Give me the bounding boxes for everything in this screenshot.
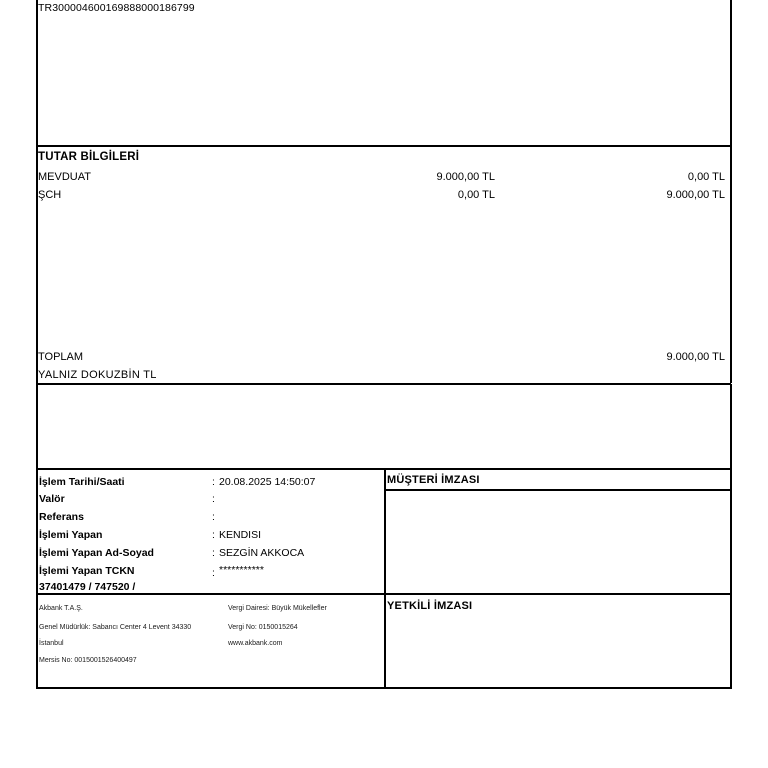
divider-under-customer-signature-title [385, 489, 731, 491]
info-label: Valör [39, 493, 65, 505]
amount-row-credit: 0,00 TL [687, 171, 725, 183]
info-value: SEZGİN AKKOCA [219, 547, 305, 559]
info-separator: : [212, 547, 215, 559]
footer-left-line: Mersis No: 0015001526400497 [39, 657, 137, 664]
frame-left-bottom [36, 469, 38, 689]
info-label: İşlem Tarihi/Saati [39, 476, 125, 488]
amount-row-debit: 9.000,00 TL [436, 171, 495, 183]
frame-right-amounts [730, 146, 732, 383]
divider-above-footer [36, 593, 385, 595]
divider-above-amounts [36, 145, 731, 147]
footer-right-line: Vergi No: 0150015264 [228, 624, 298, 631]
frame-left-top [36, 0, 38, 146]
info-value: KENDISI [219, 529, 262, 541]
authorized-signature-title: YETKİLİ İMZASI [387, 600, 473, 612]
footer-left-line: Genel Müdürlük: Sabancı Center 4 Levent 34330 [39, 624, 192, 631]
frame-right-top [730, 0, 732, 146]
amount-in-words: YALNIZ DOKUZBİN TL [38, 369, 157, 381]
info-separator: : [212, 511, 215, 523]
tckn-extra-value: 37401479 / 747520 / [39, 581, 136, 593]
amount-row-label: MEVDUAT [38, 171, 91, 183]
info-separator: : [212, 493, 215, 505]
amount-row-label: ŞCH [38, 189, 62, 201]
customer-signature-title: MÜŞTERİ İMZASI [387, 474, 480, 486]
info-label: İşlemi Yapan Ad-Soyad [39, 547, 154, 559]
info-separator: : [212, 567, 215, 579]
total-value: 9.000,00 TL [666, 351, 725, 363]
frame-right-bottom [730, 469, 732, 689]
frame-right-band [730, 384, 732, 469]
amounts-section-title: TUTAR BİLGİLERİ [38, 151, 140, 163]
footer-right-line: www.akbank.com [228, 640, 283, 647]
info-value: *********** [219, 564, 264, 576]
info-label: İşlemi Yapan [39, 529, 103, 541]
info-value: 20.08.2025 14:50:07 [219, 476, 316, 488]
frame-left-band [36, 384, 38, 469]
footer-left-line: Akbank T.A.Ş. [39, 605, 83, 612]
amount-row-credit: 9.000,00 TL [666, 189, 725, 201]
info-label: Referans [39, 511, 84, 523]
frame-left-amounts [36, 146, 38, 383]
info-label: İşlemi Yapan TCKN [39, 565, 135, 577]
amount-row-debit: 0,00 TL [457, 189, 495, 201]
divider-vertical-signatures [384, 469, 386, 689]
divider-below-total [36, 383, 731, 385]
divider-above-authorized-signature [385, 593, 731, 595]
info-separator: : [212, 529, 215, 541]
total-label: TOPLAM [38, 351, 84, 363]
footer-right-line: Vergi Dairesi: Büyük Mükellefler [228, 605, 327, 612]
footer-left-line: İstanbul [39, 640, 64, 647]
info-separator: : [212, 476, 215, 488]
iban-text: TR300004600169888000186799 [38, 2, 195, 14]
